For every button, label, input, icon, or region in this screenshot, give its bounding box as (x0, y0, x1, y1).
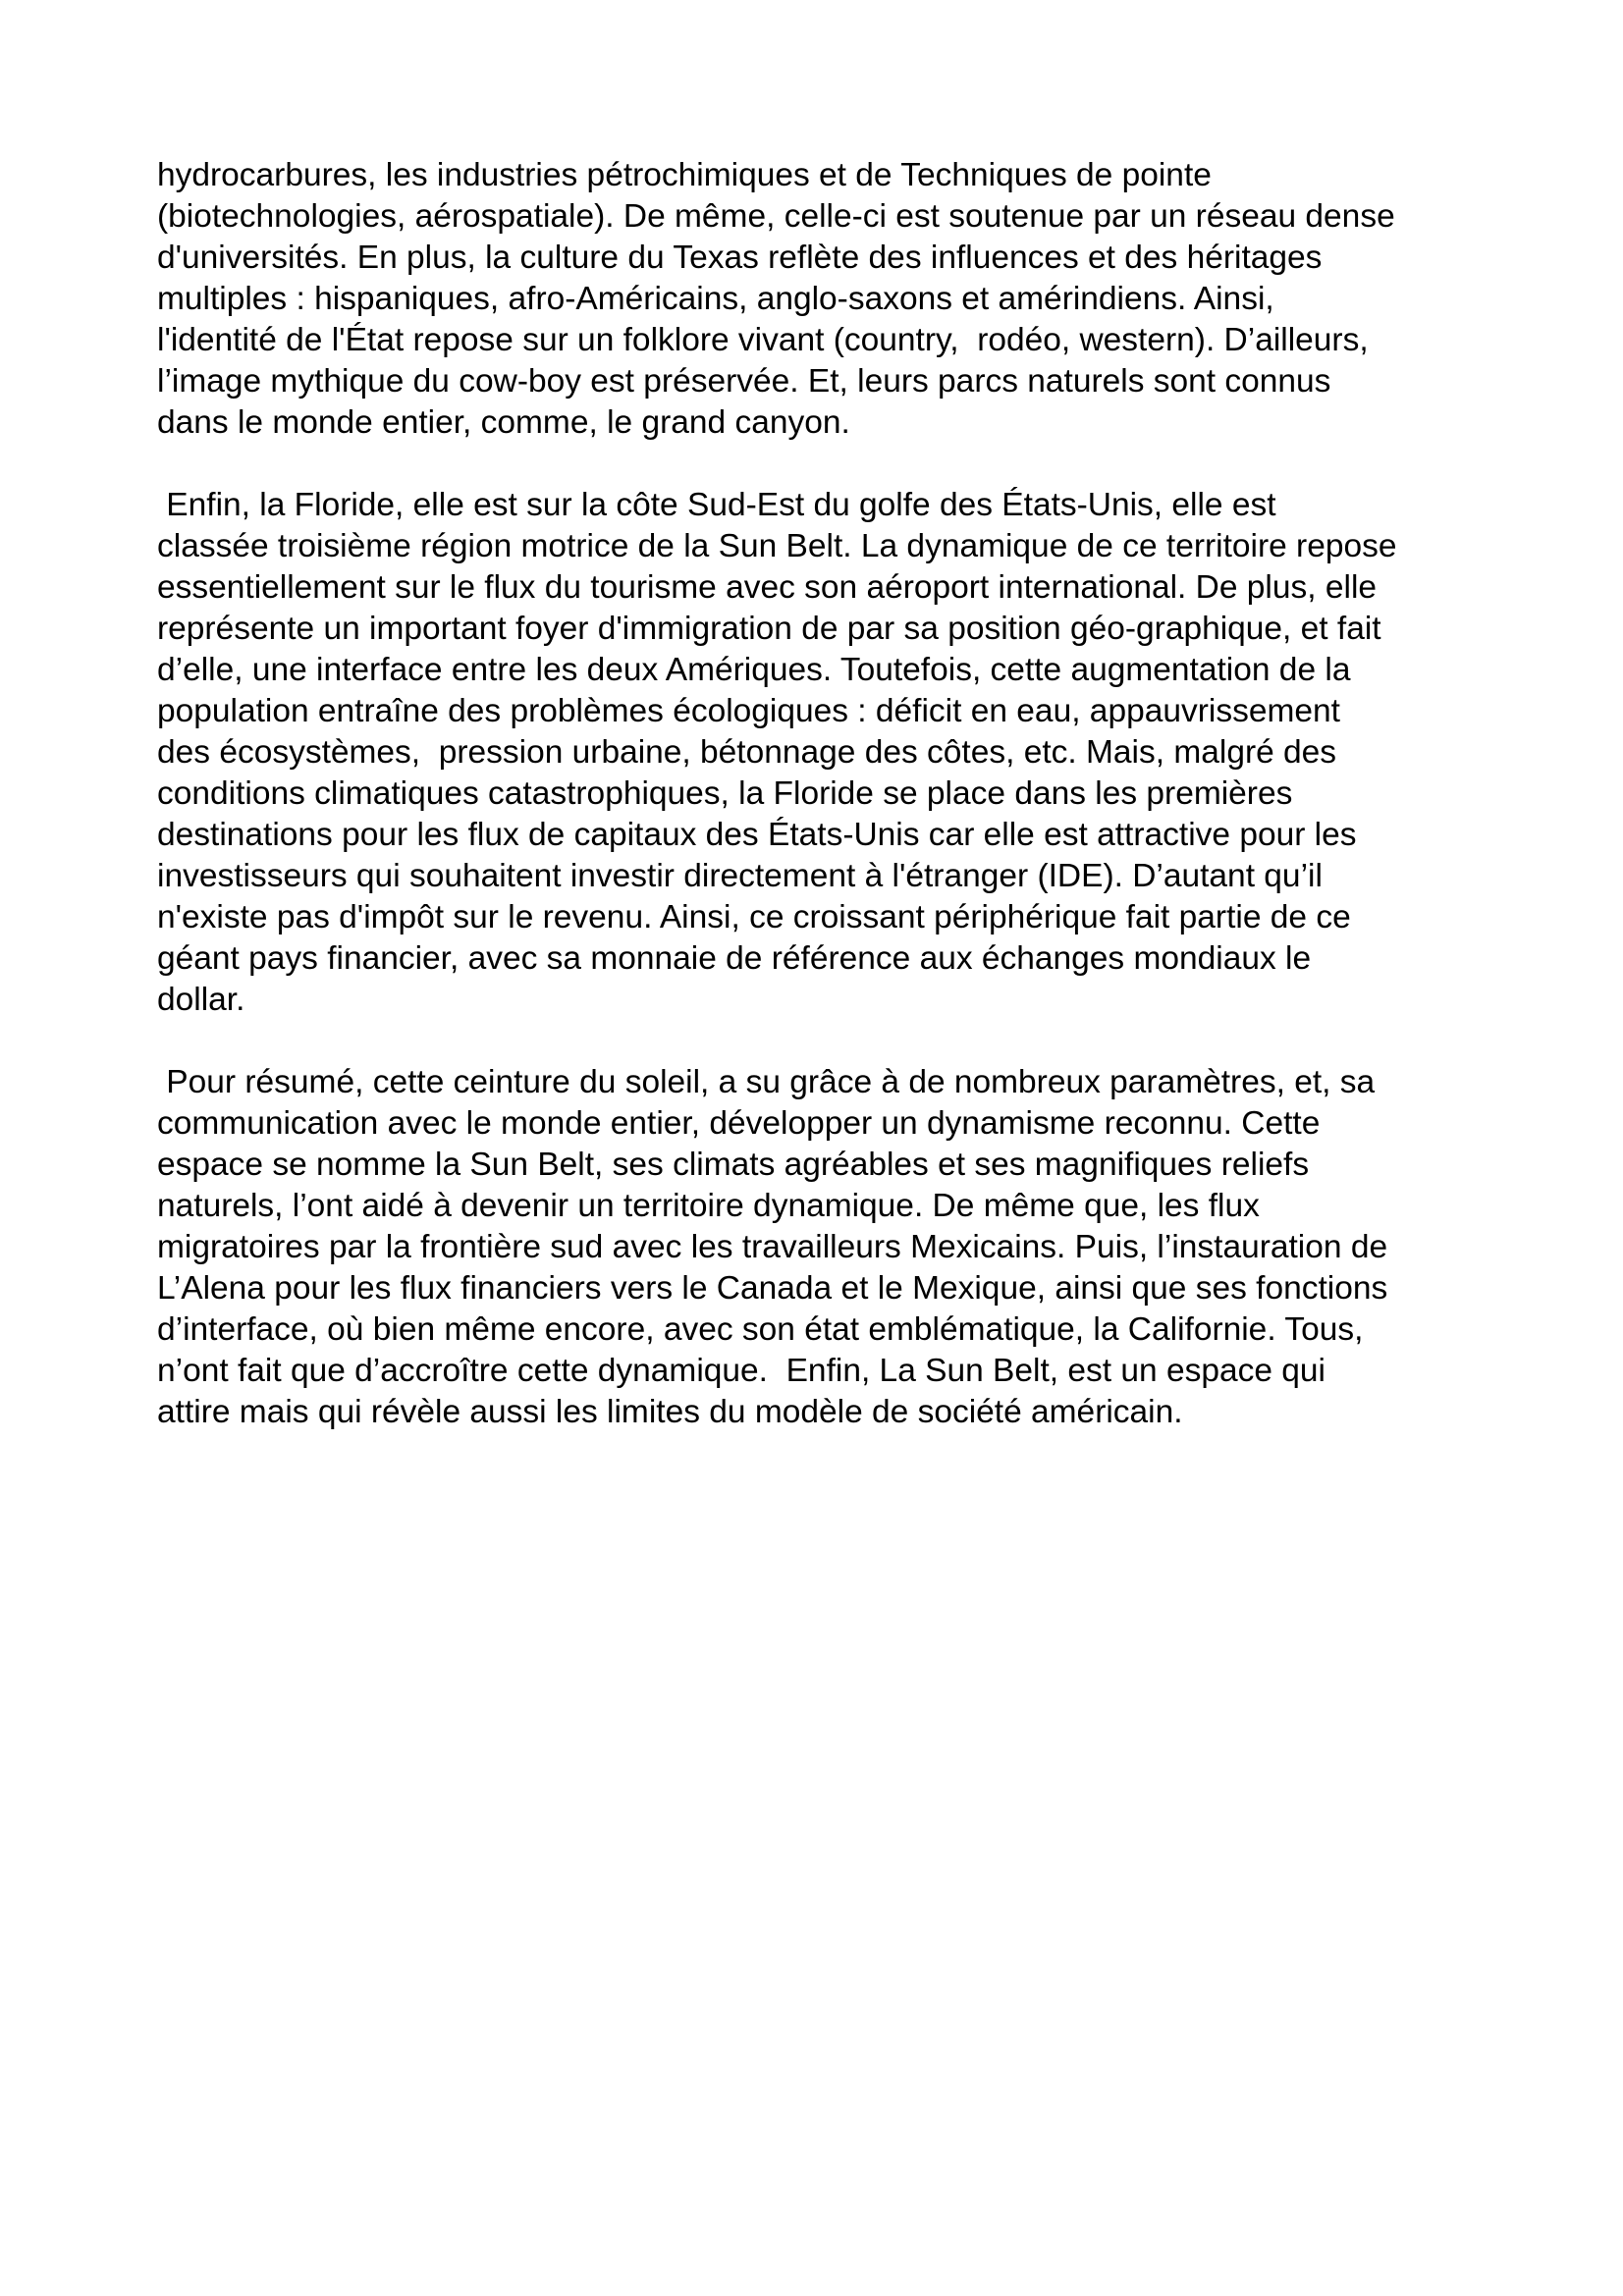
text-line: migratoires par la frontière sud avec les travailleurs Mexicains. Puis, l’instauration de (157, 1229, 1388, 1265)
document-body (157, 155, 1492, 1433)
text-line: multiples : hispaniques, afro-Américains, anglo-saxons et amérindiens. Ainsi, (157, 281, 1274, 317)
paragraph-floride (157, 485, 1492, 1021)
text-line: conditions climatiques catastrophiques, la Floride se place dans les premières (157, 775, 1293, 812)
text-line: population entraîne des problèmes écologiques : déficit en eau, appauvrissement (157, 693, 1340, 729)
text-line: communication avec le monde entier, développer un dynamisme reconnu. Cette (157, 1105, 1321, 1142)
text-line: représente un important foyer d'immigration de par sa position géo-graphique, et fait (157, 611, 1381, 647)
text-line: destinations pour les flux de capitaux des États-Unis car elle est attractive pour les (157, 817, 1357, 853)
text-line: Enfin, la Floride, elle est sur la côte Sud-Est du golfe des États-Unis, elle est (157, 487, 1276, 523)
text-line: géant pays financier, avec sa monnaie de référence aux échanges mondiaux le (157, 940, 1312, 977)
paragraph-spacer (157, 1021, 1492, 1062)
text-line: dans le monde entier, comme, le grand canyon. (157, 404, 850, 441)
text-line: espace se nomme la Sun Belt, ses climats agréables et ses magnifiques reliefs (157, 1147, 1310, 1183)
text-line: dollar. (157, 982, 245, 1018)
text-line: d'universités. En plus, la culture du Texas reflète des influences et des héritages (157, 240, 1323, 276)
text-line: L’Alena pour les flux financiers vers le Canada et le Mexique, ainsi que ses fonctions (157, 1270, 1388, 1307)
text-line: l’image mythique du cow-boy est préservée. Et, leurs parcs naturels sont connus (157, 363, 1331, 400)
text-line: d’interface, où bien même encore, avec son état emblématique, la Californie. Tous, (157, 1311, 1364, 1348)
text-line: naturels, l’ont aidé à devenir un territoire dynamique. De même que, les flux (157, 1188, 1260, 1224)
paragraph-spacer (157, 444, 1492, 485)
text-line: l'identité de l'État repose sur un folklore vivant (country, rodéo, western). D’ailleurs, (157, 322, 1369, 358)
text-line: d’elle, une interface entre les deux Amériques. Toutefois, cette augmentation de la (157, 652, 1351, 688)
text-line: essentiellement sur le flux du tourisme avec son aéroport international. De plus, elle (157, 569, 1378, 606)
text-line: Pour résumé, cette ceinture du soleil, a su grâce à de nombreux paramètres, et, sa (157, 1064, 1376, 1100)
text-line: investisseurs qui souhaitent investir directement à l'étranger (IDE). D’autant qu’il (157, 858, 1323, 894)
text-line: hydrocarbures, les industries pétrochimiques et de Techniques de pointe (157, 157, 1212, 193)
text-line: n'existe pas d'impôt sur le revenu. Ainsi, ce croissant périphérique fait partie de ce (157, 899, 1351, 935)
text-line: des écosystèmes, pression urbaine, bétonnage des côtes, etc. Mais, malgré des (157, 734, 1337, 771)
text-line: classée troisième région motrice de la Sun Belt. La dynamique de ce territoire repose (157, 528, 1397, 564)
text-line: n’ont fait que d’accroître cette dynamique. Enfin, La Sun Belt, est un espace qui (157, 1353, 1325, 1389)
text-line: (biotechnologies, aérospatiale). De même, celle-ci est soutenue par un réseau dense (157, 198, 1395, 235)
text-line: attire mais qui révèle aussi les limites du modèle de société américain. (157, 1394, 1183, 1430)
paragraph-texas (157, 155, 1492, 444)
paragraph-conclusion (157, 1062, 1492, 1433)
